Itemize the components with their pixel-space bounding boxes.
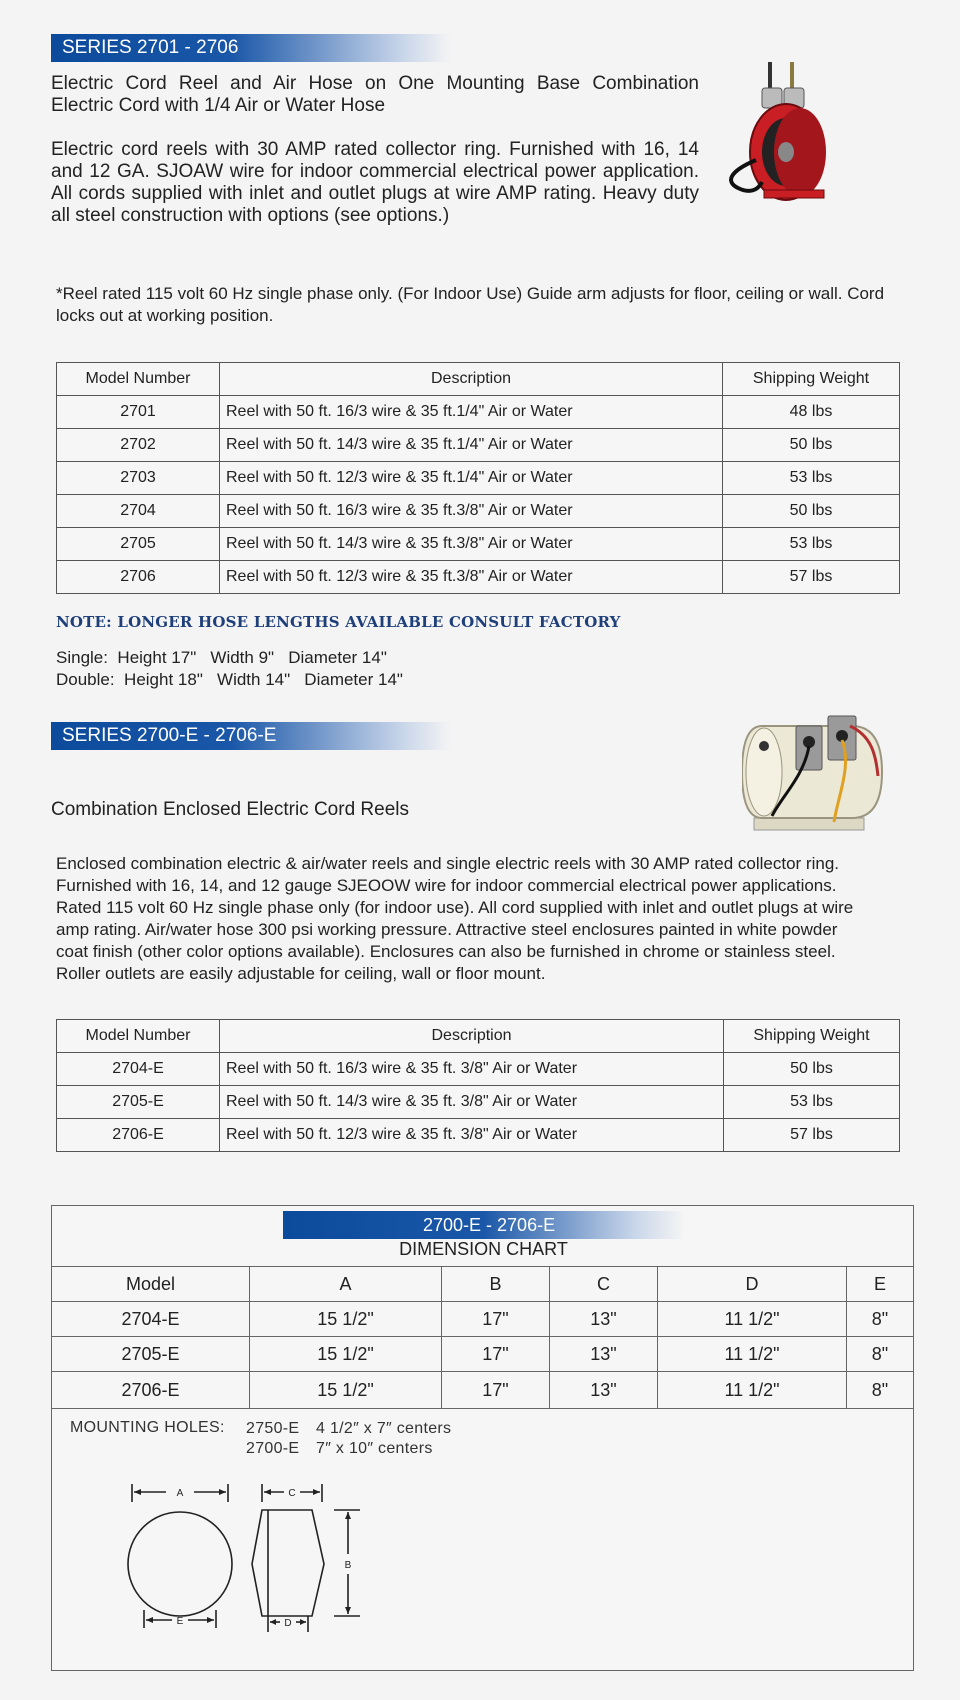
table-row: [52, 1337, 914, 1372]
subtitle-line: Electric Cord with 1/4 Air or Water Hose: [51, 95, 386, 116]
model-number: 2704: [57, 495, 220, 528]
column-header: Description: [220, 1020, 724, 1053]
dim-cell: 13": [550, 1372, 658, 1409]
model-number: 2703: [57, 462, 220, 495]
column-header: E: [847, 1267, 914, 1302]
subtitle-line: Electric Cord Reel and Air Hose on One Mounting Base Combination: [51, 73, 699, 94]
dim-cell: 2706-E: [52, 1372, 250, 1409]
model-description: Reel with 50 ft. 12/3 wire & 35 ft. 3/8" Air or Water: [220, 1119, 724, 1152]
dim-cell: 13": [550, 1302, 658, 1337]
dimension-table: [51, 1266, 914, 1409]
shipping-weight: 57 lbs: [723, 561, 900, 594]
diagram-label-d: D: [284, 1618, 292, 1629]
model-description: Reel with 50 ft. 14/3 wire & 35 ft.1/4" Air or Water: [220, 429, 723, 462]
single-dimensions: Single: Height 17" Width 9" Diameter 14": [56, 648, 387, 667]
column-header: Shipping Weight: [724, 1020, 900, 1053]
model-description: Reel with 50 ft. 12/3 wire & 35 ft.1/4" Air or Water: [220, 462, 723, 495]
table-row: [52, 1372, 914, 1409]
shipping-weight: 53 lbs: [723, 528, 900, 561]
mounting-holes-label: MOUNTING HOLES:: [70, 1419, 225, 1436]
series-banner: SERIES 2701 - 2706: [51, 34, 451, 62]
shipping-weight: 50 lbs: [723, 429, 900, 462]
dim-cell: 2704-E: [52, 1302, 250, 1337]
shipping-weight: 50 lbs: [724, 1053, 900, 1086]
column-header: C: [550, 1267, 658, 1302]
dim-cell: 15 1/2": [250, 1372, 442, 1409]
dimension-chart-title: DIMENSION CHART: [399, 1239, 568, 1259]
section-subtitle: Combination Enclosed Electric Cord Reels: [51, 799, 409, 820]
dim-cell: 8": [847, 1337, 914, 1372]
model-number: 2702: [57, 429, 220, 462]
dim-cell: 11 1/2": [658, 1372, 847, 1409]
column-header: D: [658, 1267, 847, 1302]
dim-cell: 8": [847, 1302, 914, 1337]
table-row: [57, 1086, 900, 1119]
table-row: [57, 396, 900, 429]
product-description: [56, 853, 916, 985]
diagram-label-a: A: [176, 1488, 184, 1499]
table-row: [57, 561, 900, 594]
table-row: [52, 1302, 914, 1337]
dim-cell: 8": [847, 1372, 914, 1409]
dim-cell: 2705-E: [52, 1337, 250, 1372]
model-number: 2706-E: [57, 1119, 220, 1152]
models-table-2701: [56, 362, 900, 594]
model-number: 2701: [57, 396, 220, 429]
model-description: Reel with 50 ft. 16/3 wire & 35 ft. 3/8" Air or Water: [220, 1053, 724, 1086]
model-description: Reel with 50 ft. 12/3 wire & 35 ft.3/8" Air or Water: [220, 561, 723, 594]
description-line: Roller outlets are easily adjustable for ceiling, wall or floor mount.: [56, 964, 546, 983]
dim-cell: 13": [550, 1337, 658, 1372]
column-header: Shipping Weight: [723, 363, 900, 396]
description-line: Enclosed combination electric & air/water reels and single electric reels with 30 AMP rated collector ring.: [56, 854, 839, 873]
description-line: Furnished with 16, 14, and 12 gauge SJEOOW wire for indoor commercial electrical power applications.: [56, 876, 837, 895]
hose-length-note: NOTE: LONGER HOSE LENGTHS AVAILABLE CONSULT FACTORY: [56, 613, 621, 631]
dim-cell: 11 1/2": [658, 1302, 847, 1337]
table-row: [57, 1053, 900, 1086]
model-number: 2705: [57, 528, 220, 561]
model-description: Reel with 50 ft. 16/3 wire & 35 ft.1/4" Air or Water: [220, 396, 723, 429]
dim-cell: 17": [442, 1337, 550, 1372]
mounting-model: 2750-E: [246, 1420, 300, 1437]
table-header-row: [52, 1267, 914, 1302]
dim-cell: 17": [442, 1372, 550, 1409]
mounting-model: 2700-E: [246, 1440, 300, 1457]
dim-cell: 11 1/2": [658, 1337, 847, 1372]
model-number: 2704-E: [57, 1053, 220, 1086]
red-cord-reel-photo: [728, 62, 848, 212]
column-header: Model Number: [57, 363, 220, 396]
table-row: [57, 429, 900, 462]
mounting-spec: 7″ x 10″ centers: [316, 1440, 433, 1457]
table-header-row: [57, 1020, 900, 1053]
description-line: coat finish (other color options available). Enclosures can also be furnished in chrome or stainless steel.: [56, 942, 836, 961]
reel-footnote: *Reel rated 115 volt 60 Hz single phase only. (For Indoor Use) Guide arm adjusts for floor, ceiling or wall. Cord locks out at working position.: [56, 284, 885, 325]
model-number: 2706: [57, 561, 220, 594]
dim-cell: 15 1/2": [250, 1337, 442, 1372]
dimension-chart-box: [51, 1205, 914, 1671]
shipping-weight: 48 lbs: [723, 396, 900, 429]
diagram-label-c: C: [288, 1488, 296, 1499]
shipping-weight: 57 lbs: [724, 1119, 900, 1152]
table-row: [57, 1119, 900, 1152]
model-description: Reel with 50 ft. 14/3 wire & 35 ft.3/8" Air or Water: [220, 528, 723, 561]
column-header: B: [442, 1267, 550, 1302]
series-banner: SERIES 2700-E - 2706-E: [51, 722, 451, 750]
description-line: Rated 115 volt 60 Hz single phase only (for indoor use). All cord supplied with inlet and outlet plugs at wire: [56, 898, 854, 917]
section-subtitle: [51, 73, 699, 117]
table-header-row: [57, 363, 900, 396]
reel-dimension-diagram: [112, 1476, 372, 1656]
shipping-weight: 50 lbs: [723, 495, 900, 528]
dimension-chart-banner: 2700-E - 2706-E: [283, 1211, 683, 1239]
column-header: Model Number: [57, 1020, 220, 1053]
models-table-2700e: [56, 1019, 900, 1152]
table-row: [57, 462, 900, 495]
shipping-weight: 53 lbs: [723, 462, 900, 495]
column-header: Description: [220, 363, 723, 396]
column-header: Model: [52, 1267, 250, 1302]
diagram-label-b: B: [344, 1560, 352, 1571]
dim-cell: 17": [442, 1302, 550, 1337]
table-row: [57, 528, 900, 561]
shipping-weight: 53 lbs: [724, 1086, 900, 1119]
diagram-label-e: E: [176, 1616, 184, 1627]
table-row: [57, 495, 900, 528]
model-description: Reel with 50 ft. 16/3 wire & 35 ft.3/8" Air or Water: [220, 495, 723, 528]
double-dimensions: Double: Height 18" Width 14" Diameter 14": [56, 670, 403, 689]
column-header: A: [250, 1267, 442, 1302]
enclosed-reel-photo: [742, 706, 892, 836]
model-description: Reel with 50 ft. 14/3 wire & 35 ft. 3/8" Air or Water: [220, 1086, 724, 1119]
mounting-spec: 4 1/2″ x 7″ centers: [316, 1420, 452, 1437]
description-line: amp rating. Air/water hose 300 psi working pressure. Attractive steel enclosures painted in white powder: [56, 920, 838, 939]
dim-cell: 15 1/2": [250, 1302, 442, 1337]
product-description: Electric cord reels with 30 AMP rated collector ring. Furnished with 16, 14 and 12 GA. SJOAW wire for indoor commercial electrical power application. All cords supplied with inlet and outlet plugs at wire AMP rating. Heavy duty all steel construction with options (see options.): [51, 139, 699, 226]
model-number: 2705-E: [57, 1086, 220, 1119]
